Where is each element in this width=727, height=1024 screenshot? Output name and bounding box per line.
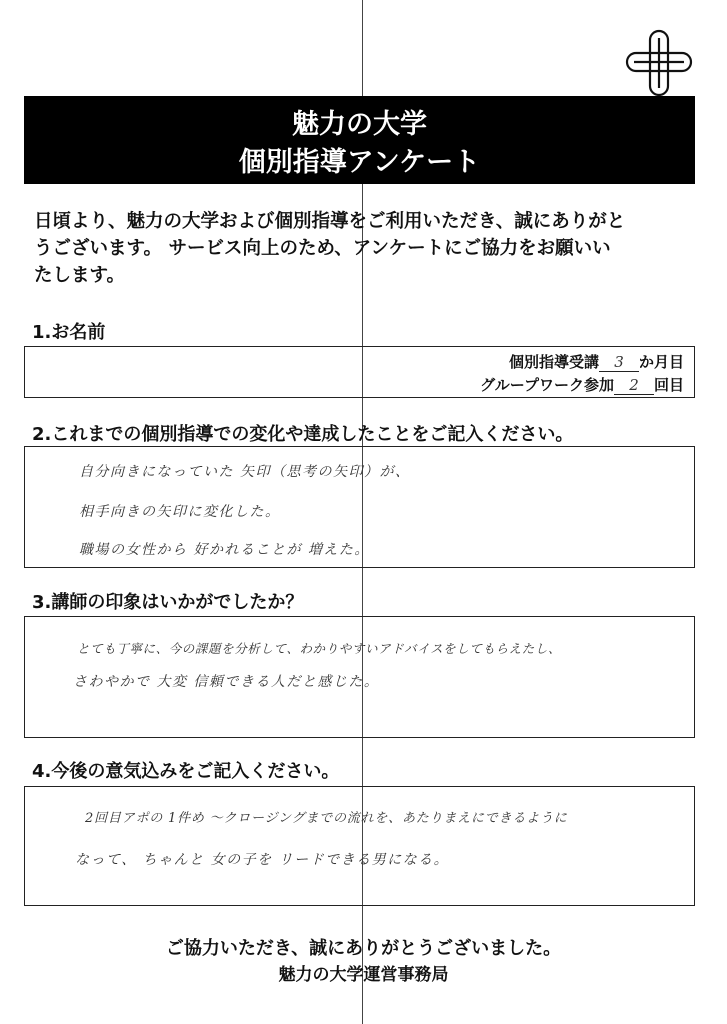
sessions-count-line [509, 351, 684, 372]
cross-knot-logo [624, 28, 694, 98]
answer-3-line-2: さわやかで 大変 信頼できる人だと感じた。 [73, 674, 380, 690]
answer-2-line-3: 職場の女性から 好かれることが 増えた。 [79, 542, 370, 558]
answer-4-line-1: 2回目アポの 1件め ～クロージングまでの流れを、あたりまえにできるように [85, 811, 568, 826]
title-line-2: 個別指導アンケート [238, 147, 481, 178]
intro-line-1: 日頃より、魅力の大学および個別指導をご利用いただき、誠にありがと [34, 211, 626, 232]
groupwork-count-line [480, 374, 684, 395]
sessions-value[interactable]: 3 [599, 353, 639, 372]
name-box[interactable] [24, 346, 695, 398]
groupwork-value[interactable]: 2 [614, 376, 654, 395]
groupwork-prefix: グループワーク参加 [480, 376, 614, 394]
answer-box-4[interactable] [24, 786, 695, 906]
section-4-label: 4.今後の意気込みをご記入ください。 [32, 761, 340, 782]
answer-2-line-2: 相手向きの矢印に変化した。 [79, 504, 281, 520]
section-3-label: 3.講師の印象はいかがでしたか？ [32, 592, 304, 613]
title-banner [24, 96, 695, 184]
intro-line-3: たします。 [34, 265, 126, 286]
answer-3-line-1: とても丁寧に、今の課題を分析して、わかりやすいアドバイスをしてもらえたし、 [77, 641, 562, 656]
answer-box-2[interactable] [24, 446, 695, 568]
footer-thanks: ご協力いただき、誠にありがとうございました。 [165, 938, 562, 959]
answer-4-line-2: なって、 ちゃんと 女の子を リードできる男になる。 [75, 852, 450, 868]
answer-box-3[interactable] [24, 616, 695, 738]
intro-line-2: うございます。 サービス向上のため、アンケートにご協力をお願いい [34, 238, 611, 259]
answer-2-line-1: 自分向きになっていた 矢印（思考の矢印）が、 [79, 464, 411, 480]
groupwork-suffix: 回目 [653, 376, 684, 394]
intro-text [34, 208, 684, 289]
title-line-1: 魅力の大学 [292, 109, 427, 140]
section-2-label: 2.これまでの個別指導での変化や達成したことをご記入ください。 [32, 424, 574, 445]
section-1-label: 1.お名前 [32, 322, 106, 343]
footer-office: 魅力の大学運営事務局 [278, 965, 449, 985]
sessions-prefix: 個別指導受講 [508, 353, 599, 371]
sessions-suffix: か月目 [638, 353, 684, 371]
